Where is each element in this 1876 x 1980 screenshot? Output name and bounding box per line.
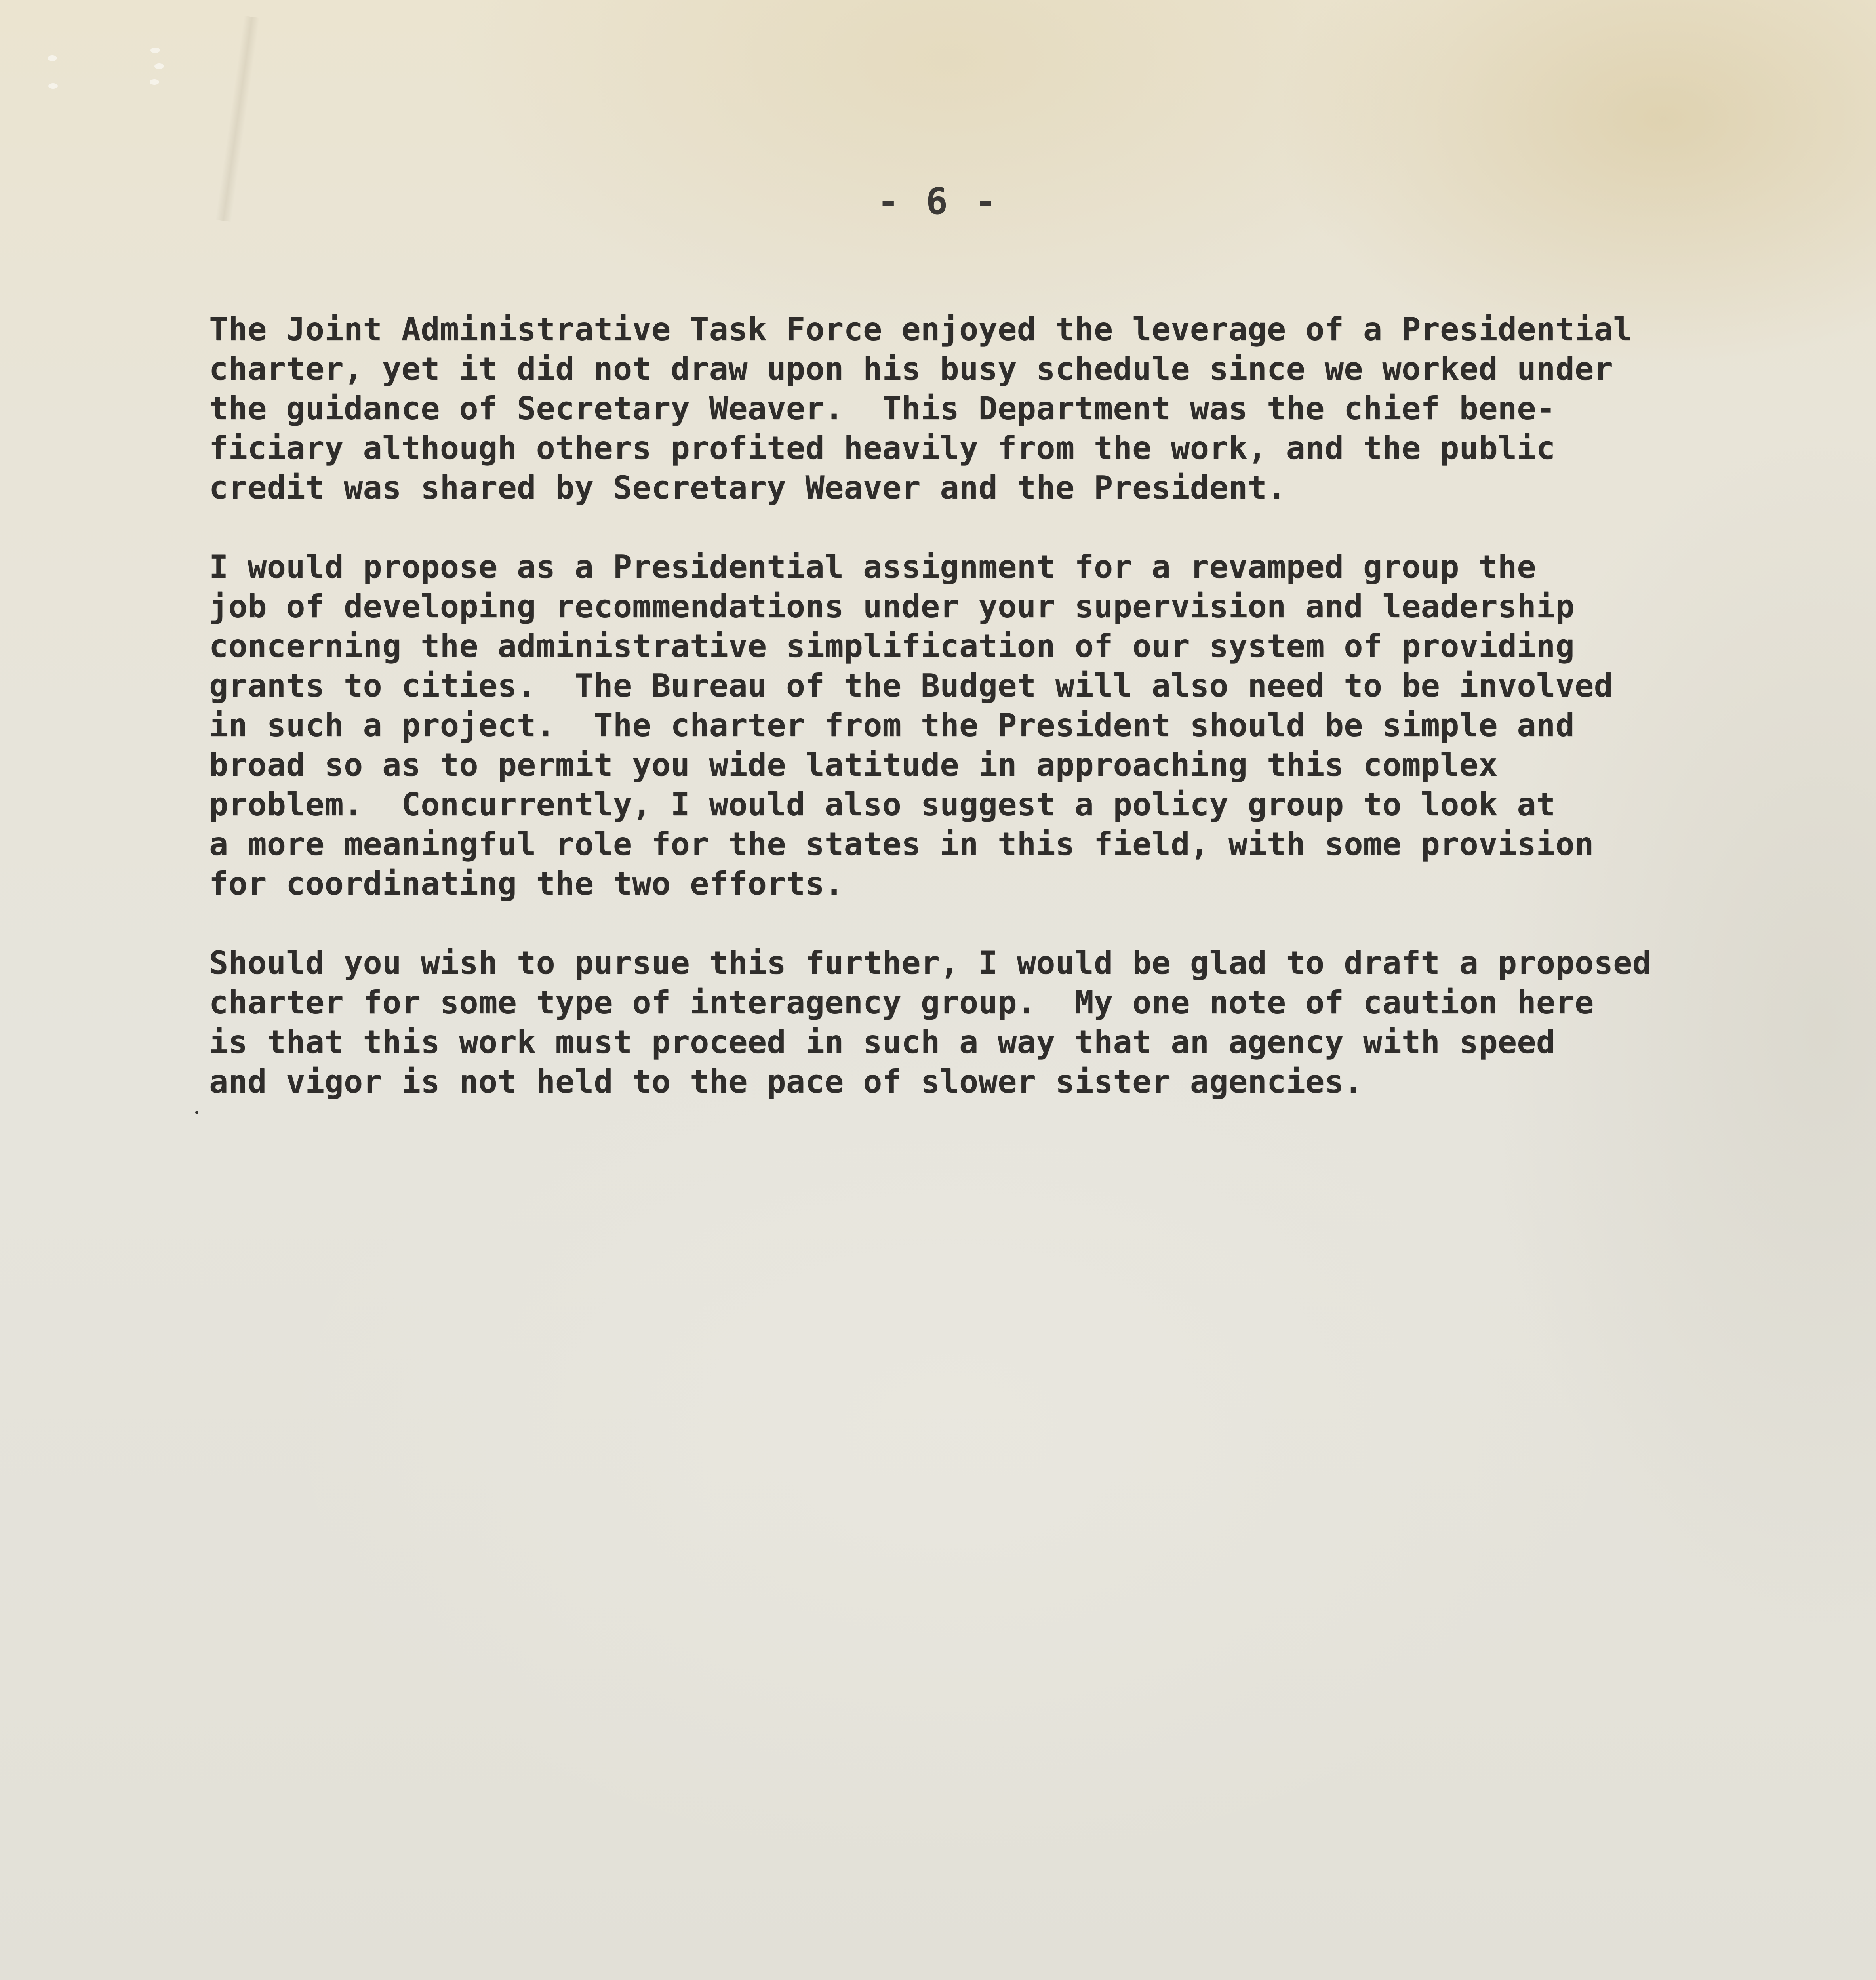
text-line: and vigor is not held to the pace of slower sister agencies. [209, 1063, 1363, 1100]
paper-mark [150, 48, 160, 53]
text-line: the guidance of Secretary Weaver. This Department was the chief bene- [209, 390, 1556, 427]
paper-mark [48, 55, 57, 61]
text-line: is that this work must proceed in such a way that an agency with speed [209, 1024, 1556, 1060]
text-line: Should you wish to pursue this further, I would be glad to draft a proposed [209, 944, 1652, 981]
paper-mark [154, 63, 164, 69]
paper-mark [150, 79, 159, 85]
text-line: in such a project. The charter from the President should be simple and [209, 707, 1575, 744]
text-line: ficiary although others profited heavily from the work, and the public [209, 430, 1556, 466]
text-line: for coordinating the two efforts. [209, 865, 844, 902]
text-line: The Joint Administrative Task Force enjoyed the leverage of a Presidential [209, 311, 1632, 348]
paper-marks [44, 40, 186, 103]
text-line: job of developing recommendations under your supervision and leadership [209, 588, 1575, 625]
paper-mark [48, 83, 58, 89]
text-line: concerning the administrative simplification of our system of providing [209, 628, 1575, 664]
text-line: a more meaningful role for the states in this field, with some provision [209, 826, 1594, 862]
text-line: charter for some type of interagency group. My one note of caution here [209, 984, 1594, 1021]
text-line: I would propose as a Presidential assignment for a revamped group the [209, 548, 1536, 585]
text-line: credit was shared by Secretary Weaver and the President. [209, 469, 1286, 506]
ink-speck [195, 1111, 198, 1114]
text-line: broad so as to permit you wide latitude in approaching this complex [209, 746, 1498, 783]
text-line: grants to cities. The Bureau of the Budget will also need to be involved [209, 667, 1613, 704]
text-line: problem. Concurrently, I would also suggest a policy group to look at [209, 786, 1556, 823]
text-line: charter, yet it did not draw upon his busy schedule since we worked under [209, 350, 1613, 387]
page-number: - 6 - [877, 180, 999, 223]
